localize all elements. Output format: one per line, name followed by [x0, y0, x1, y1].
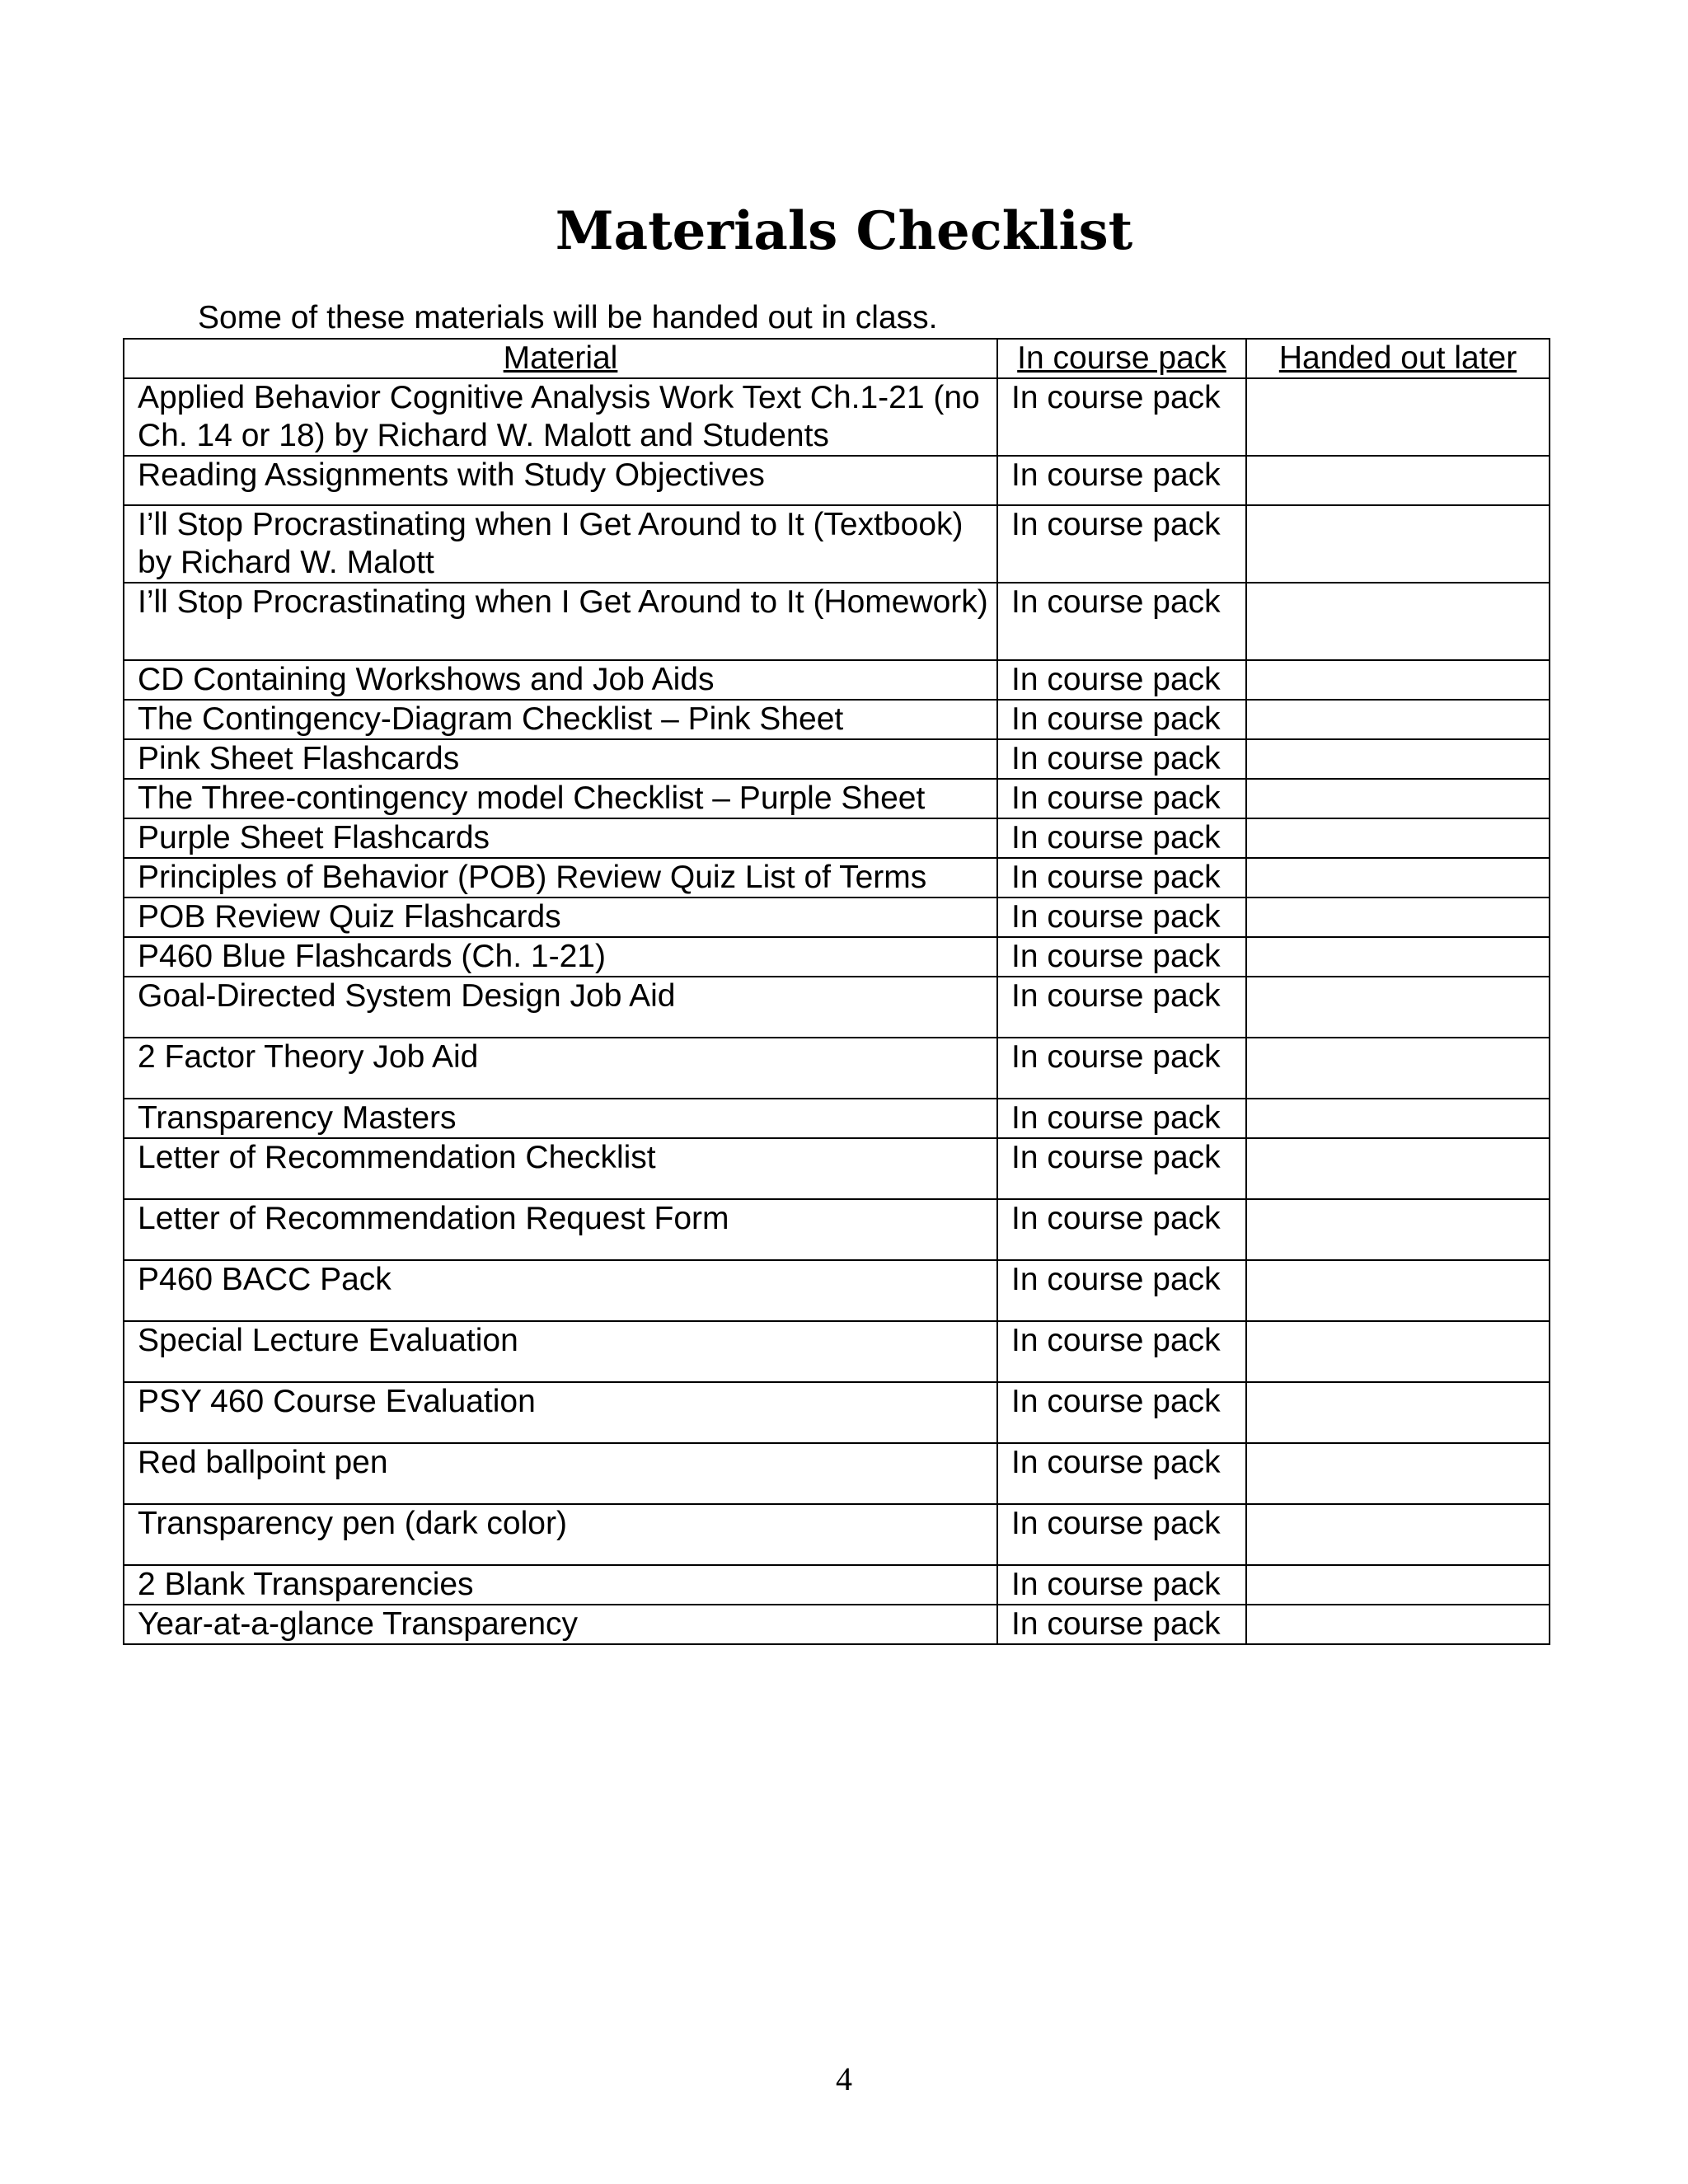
in-course-pack-cell: In course pack	[997, 583, 1246, 660]
in-course-pack-cell: In course pack	[997, 1605, 1246, 1644]
material-cell: The Three-contingency model Checklist – Purple Sheet	[124, 779, 997, 818]
table-row	[124, 700, 1550, 739]
header-in-course-pack: In course pack	[997, 339, 1246, 378]
handed-out-later-cell	[1246, 1382, 1550, 1443]
table-row	[124, 456, 1550, 505]
handed-out-later-cell	[1246, 937, 1550, 977]
table-row	[124, 583, 1550, 660]
material-cell: Reading Assignments with Study Objectives	[124, 456, 997, 505]
table-row	[124, 1099, 1550, 1138]
in-course-pack-cell: In course pack	[997, 505, 1246, 583]
material-cell: PSY 460 Course Evaluation	[124, 1382, 997, 1443]
handed-out-later-cell	[1246, 583, 1550, 660]
table-row	[124, 1199, 1550, 1260]
handed-out-later-cell	[1246, 505, 1550, 583]
table-row	[124, 818, 1550, 858]
intro-text: Some of these materials will be handed out in class.	[198, 300, 938, 335]
table-row	[124, 739, 1550, 779]
handed-out-later-cell	[1246, 660, 1550, 700]
handed-out-later-cell	[1246, 1565, 1550, 1605]
in-course-pack-cell: In course pack	[997, 660, 1246, 700]
table-row	[124, 1260, 1550, 1321]
handed-out-later-cell	[1246, 1038, 1550, 1099]
table-row	[124, 1443, 1550, 1504]
material-cell: Transparency Masters	[124, 1099, 997, 1138]
table-row	[124, 1138, 1550, 1199]
table-row	[124, 779, 1550, 818]
in-course-pack-cell: In course pack	[997, 1565, 1246, 1605]
handed-out-later-cell	[1246, 1605, 1550, 1644]
handed-out-later-cell	[1246, 1321, 1550, 1382]
material-cell: Transparency pen (dark color)	[124, 1504, 997, 1565]
in-course-pack-cell: In course pack	[997, 977, 1246, 1038]
handed-out-later-cell	[1246, 1138, 1550, 1199]
table-row	[124, 1504, 1550, 1565]
material-cell: I’ll Stop Procrastinating when I Get Around to It (Homework)	[124, 583, 997, 660]
in-course-pack-cell: In course pack	[997, 1260, 1246, 1321]
material-cell: P460 BACC Pack	[124, 1260, 997, 1321]
table-row	[124, 1321, 1550, 1382]
handed-out-later-cell	[1246, 378, 1550, 456]
material-cell: Letter of Recommendation Request Form	[124, 1199, 997, 1260]
header-material: Material	[124, 339, 997, 378]
handed-out-later-cell	[1246, 1099, 1550, 1138]
handed-out-later-cell	[1246, 977, 1550, 1038]
in-course-pack-cell: In course pack	[997, 858, 1246, 898]
header-handed-out-later: Handed out later	[1246, 339, 1550, 378]
table-row	[124, 977, 1550, 1038]
material-cell: Applied Behavior Cognitive Analysis Work Text Ch.1-21 (no Ch. 14 or 18) by Richard W. Malott and Students	[124, 378, 997, 456]
in-course-pack-cell: In course pack	[997, 818, 1246, 858]
in-course-pack-cell: In course pack	[997, 1138, 1246, 1199]
table-header-row	[124, 339, 1550, 378]
in-course-pack-cell: In course pack	[997, 898, 1246, 937]
in-course-pack-cell: In course pack	[997, 700, 1246, 739]
handed-out-later-cell	[1246, 1443, 1550, 1504]
handed-out-later-cell	[1246, 700, 1550, 739]
in-course-pack-cell: In course pack	[997, 937, 1246, 977]
material-cell: Year-at-a-glance Transparency	[124, 1605, 997, 1644]
material-cell: Red ballpoint pen	[124, 1443, 997, 1504]
table-row	[124, 660, 1550, 700]
material-cell: Pink Sheet Flashcards	[124, 739, 997, 779]
material-cell: The Contingency-Diagram Checklist – Pink Sheet	[124, 700, 997, 739]
material-cell: I’ll Stop Procrastinating when I Get Around to It (Textbook) by Richard W. Malott	[124, 505, 997, 583]
table-row	[124, 1565, 1550, 1605]
material-cell: Letter of Recommendation Checklist	[124, 1138, 997, 1199]
material-cell: POB Review Quiz Flashcards	[124, 898, 997, 937]
table-row	[124, 937, 1550, 977]
handed-out-later-cell	[1246, 739, 1550, 779]
in-course-pack-cell: In course pack	[997, 1099, 1246, 1138]
in-course-pack-cell: In course pack	[997, 1199, 1246, 1260]
material-cell: CD Containing Workshows and Job Aids	[124, 660, 997, 700]
materials-table	[123, 338, 1550, 1645]
in-course-pack-cell: In course pack	[997, 456, 1246, 505]
handed-out-later-cell	[1246, 456, 1550, 505]
in-course-pack-cell: In course pack	[997, 1382, 1246, 1443]
material-cell: Special Lecture Evaluation	[124, 1321, 997, 1382]
in-course-pack-cell: In course pack	[997, 378, 1246, 456]
material-cell: Goal-Directed System Design Job Aid	[124, 977, 997, 1038]
table-row	[124, 1038, 1550, 1099]
in-course-pack-cell: In course pack	[997, 1038, 1246, 1099]
in-course-pack-cell: In course pack	[997, 739, 1246, 779]
table-row	[124, 898, 1550, 937]
in-course-pack-cell: In course pack	[997, 1504, 1246, 1565]
table-row	[124, 378, 1550, 456]
material-cell: Principles of Behavior (POB) Review Quiz List of Terms	[124, 858, 997, 898]
in-course-pack-cell: In course pack	[997, 1321, 1246, 1382]
handed-out-later-cell	[1246, 858, 1550, 898]
material-cell: Purple Sheet Flashcards	[124, 818, 997, 858]
page-number: 4	[836, 2060, 852, 2097]
handed-out-later-cell	[1246, 1199, 1550, 1260]
handed-out-later-cell	[1246, 1504, 1550, 1565]
handed-out-later-cell	[1246, 779, 1550, 818]
table-row	[124, 1605, 1550, 1644]
table-row	[124, 858, 1550, 898]
page-title: Materials Checklist	[555, 200, 1133, 262]
in-course-pack-cell: In course pack	[997, 779, 1246, 818]
handed-out-later-cell	[1246, 1260, 1550, 1321]
material-cell: 2 Factor Theory Job Aid	[124, 1038, 997, 1099]
table-row	[124, 505, 1550, 583]
material-cell: 2 Blank Transparencies	[124, 1565, 997, 1605]
handed-out-later-cell	[1246, 898, 1550, 937]
material-cell: P460 Blue Flashcards (Ch. 1-21)	[124, 937, 997, 977]
handed-out-later-cell	[1246, 818, 1550, 858]
in-course-pack-cell: In course pack	[997, 1443, 1246, 1504]
table-row	[124, 1382, 1550, 1443]
